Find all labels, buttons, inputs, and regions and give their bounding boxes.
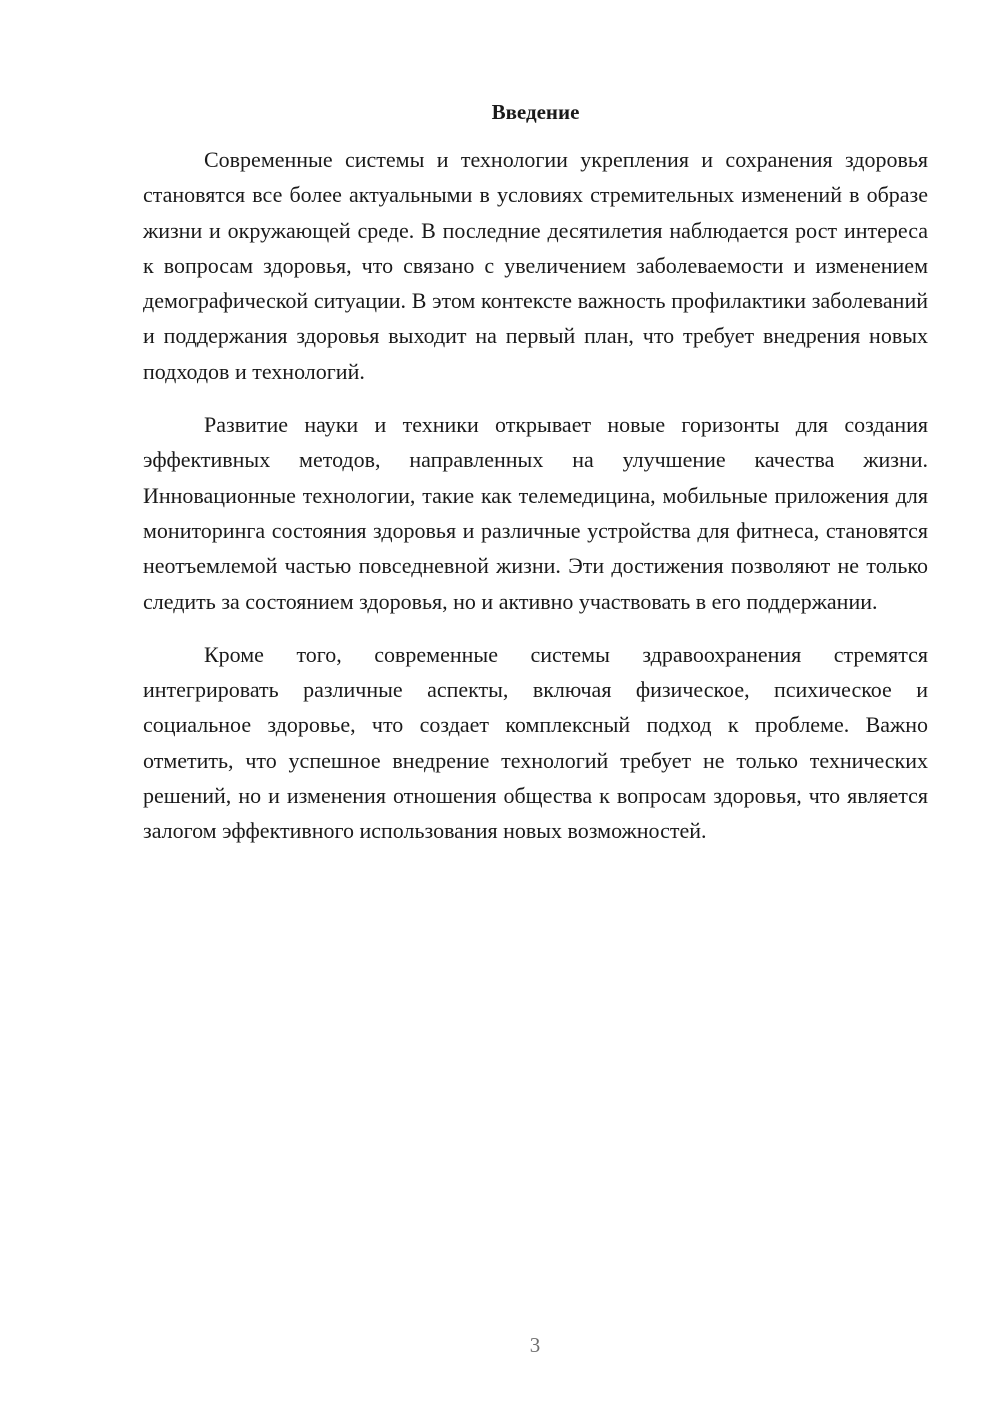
page-title: Введение <box>491 100 580 124</box>
page-number: 3 <box>529 1333 541 1357</box>
body-text <box>143 142 928 867</box>
paragraph-3: Кроме того, современные системы здравоохранения стремятся интегрировать различные аспекты, включая физическое, психическое и социальное здоровье, что создает комплексный подход к проблеме. Важно отметить, что успешное внедрение технологий требует не только технических решений, но и изменения отношения общества к вопросам здоровья, что является залогом эффективного использования новых возможностей. <box>143 641 928 844</box>
paragraph-1: Современные системы и технологии укрепления и сохранения здоровья становятся все более актуальными в условиях стремительных изменений в образе жизни и окружающей среде. В последние десятилетия наблюдается рост интереса к вопросам здоровья, что связано с увеличением заболеваемости и изменением демографической ситуации. В этом контексте важность профилактики заболеваний и поддержания здоровья выходит на первый план, что требует внедрения новых подходов и технологий. <box>143 147 928 384</box>
paragraph-2: Развитие науки и техники открывает новые горизонты для создания эффективных методов, направленных на улучшение качества жизни. Инновационные технологии, такие как телемедицина, мобильные приложения для мониторинга состояния здоровья и различные устройства для фитнеса, становятся неотъемлемой частью повседневной жизни. Эти достижения позволяют не только следить за состоянием здоровья, но и активно участвовать в его поддержании. <box>143 412 928 614</box>
